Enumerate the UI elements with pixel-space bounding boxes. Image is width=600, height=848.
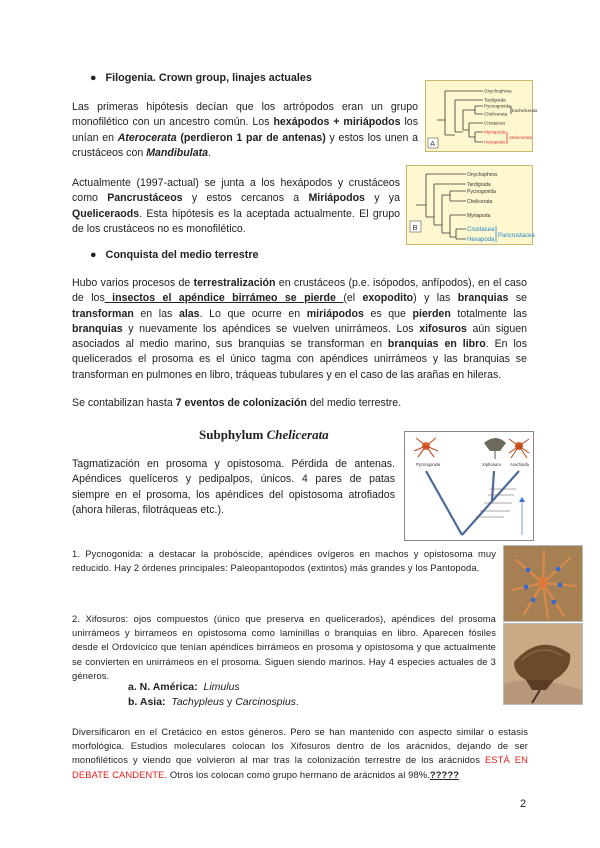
tree-b-taxon-7: Hexapoda <box>467 237 495 243</box>
paragraph-filogenia-2: Actualmente (1997-actual) se junta a los hexápodos y crustáceos como Pancrustáceos y estos cercanos a Miriápodos y ya Queliceraods. Esta hipótesis es la aceptada actualmente. El grupo de los crustáceos no es monofilético. <box>72 177 400 235</box>
tree-a-taxon-5: Crustacea <box>484 120 505 126</box>
tree-a-taxon-3: Pycnogonida <box>484 103 511 109</box>
paragraph-conquista-1: Hubo varios procesos de terrestralización en crustáceos (p.e. isópodos, anfípodos), en el caso de los insectos el apéndice birrámeo se pierde (el exopodito) y las branquias se transforman en las alas. Lo que ocurre en miriápodos es que pierden totalmente las branquias y nuevamente los apéndices se vuelven unirrámeos. Los xifosuros aún siguen asociados al medio marino, sus branquias se transforman en branquias en libro. En los quelicerados el prosoma es el único tagma con apéndices unirrámeos y las branquias se transforman en pulmones en libro, tráqueas tubulares y en el caso de las arañas en hileras. <box>72 277 528 381</box>
cladogram-b <box>406 165 533 245</box>
tree-b-taxon-1: Onychophora <box>467 172 498 178</box>
cladogram-a <box>425 80 538 152</box>
tree-a-taxon-7: Hexapoda <box>484 139 505 145</box>
tree-a-taxon-4: Chelicerata <box>484 111 508 117</box>
species-america: a. N. América: Limulus <box>128 681 240 693</box>
item-xifosuros: 2. Xifosuros: ojos compuestos (único que preserva en quelicerados), apéndices del prosoma unirrámeos y birrameos en opistosoma como laminillas o branquias en libro. Aparecen fósiles desde el Ordovícico que tenían apéndices birrámeos en prosoma y opistosoma y que actualmente se convierten en unirrámeos en el prosoma. Siguen siendo marinos. Hay 4 especies actuales de 3 géneros. <box>72 613 496 681</box>
page-number: 2 <box>520 798 527 810</box>
paragraph-filogenia-1: Las primeras hipótesis decían que los artrópodos eran un grupo monofilético con un ancestro común. Los hexápodos + miriápodos los unían en Aterocerata (perdieron 1 par de antenas) y estos los unen a crustáceos con Mandibulata. <box>72 101 419 159</box>
bullet-icon: ● <box>90 249 97 261</box>
tree-b-taxon-3: Pycnogonida <box>467 189 496 195</box>
species-asia: b. Asia: Tachypleus y Carcinospius. <box>128 696 299 708</box>
tree-a-taxon-6: Myriapoda <box>484 129 506 135</box>
paragraph-chelicerata-intro: Tagmatización en prosoma y opistosoma. Pérdida de antenas. Apéndices quelíceros y pedipalpos, únicos. 4 pares de patas siempre en el prosoma, los apéndices del opistosoma atrofiados (ahora hileras, filotráqueas etc.). <box>72 458 395 516</box>
paragraph-conquista-2: Se contabilizan hasta 7 eventos de colonización del medio terrestre. <box>72 397 402 409</box>
heading-filogenia: ● Filogenia. Crown group, linajes actuales <box>90 72 312 84</box>
tree-a-group-atelocerata: Atelocerata <box>509 135 533 140</box>
horseshoe-crab-photo <box>503 623 583 705</box>
tree-b-group-pancrustacea: Pancrustacea <box>498 233 535 239</box>
chelicerata-tip-1: Pycnogonida <box>416 462 441 467</box>
paragraph-closing: Diversificaron en el Cretácico en estos géneros. Pero se han mantenido con aspecto similar o estasis morfológica. Estudios moleculares colocan los Xifosuros dentro de los arácnidos, dejando de ser monofiléticos y viendo que volvieron al mar tras la colonización terrestre de los arácnidos ESTÁ EN DEBATE CANDENTE. Otros los colocan como grupo hermano de arácnidos al 98%.????? <box>72 726 528 780</box>
chelicerata-tip-3: Arachnida <box>510 462 529 467</box>
bullet-icon: ● <box>90 72 97 84</box>
tree-a-taxon-2: Tardigrada <box>484 97 506 103</box>
section-title-chelicerata: Subphylum Chelicerata <box>199 427 329 442</box>
tree-b-taxon-6: Crustacea <box>467 227 495 233</box>
tree-b-taxon-5: Myriapoda <box>467 213 491 219</box>
pycnogonid-photo <box>503 545 583 622</box>
tree-b-taxon-2: Tardigrada <box>467 182 491 188</box>
tree-a-group-euchelicerata: Euchelicerata <box>512 108 538 113</box>
item-pycnogonida: 1. Pycnogonida: a destacar la probóscide, apéndices ovígeros en machos y opistosoma muy reducido. Hay 2 órdenes principales: Paleopantopodos (extintos) más grandes y los Pantopoda. <box>72 548 496 574</box>
tree-a-taxon-1: Onychophora <box>484 88 512 94</box>
heading-conquista: ● Conquista del medio terrestre <box>90 249 259 261</box>
tree-b-label: B <box>412 223 418 232</box>
tree-b-taxon-4: Chelicerata <box>467 199 493 205</box>
chelicerata-tree-figure <box>404 431 534 541</box>
chelicerata-tip-2: Xiphosura <box>482 462 501 467</box>
tree-a-label: A <box>430 141 435 148</box>
